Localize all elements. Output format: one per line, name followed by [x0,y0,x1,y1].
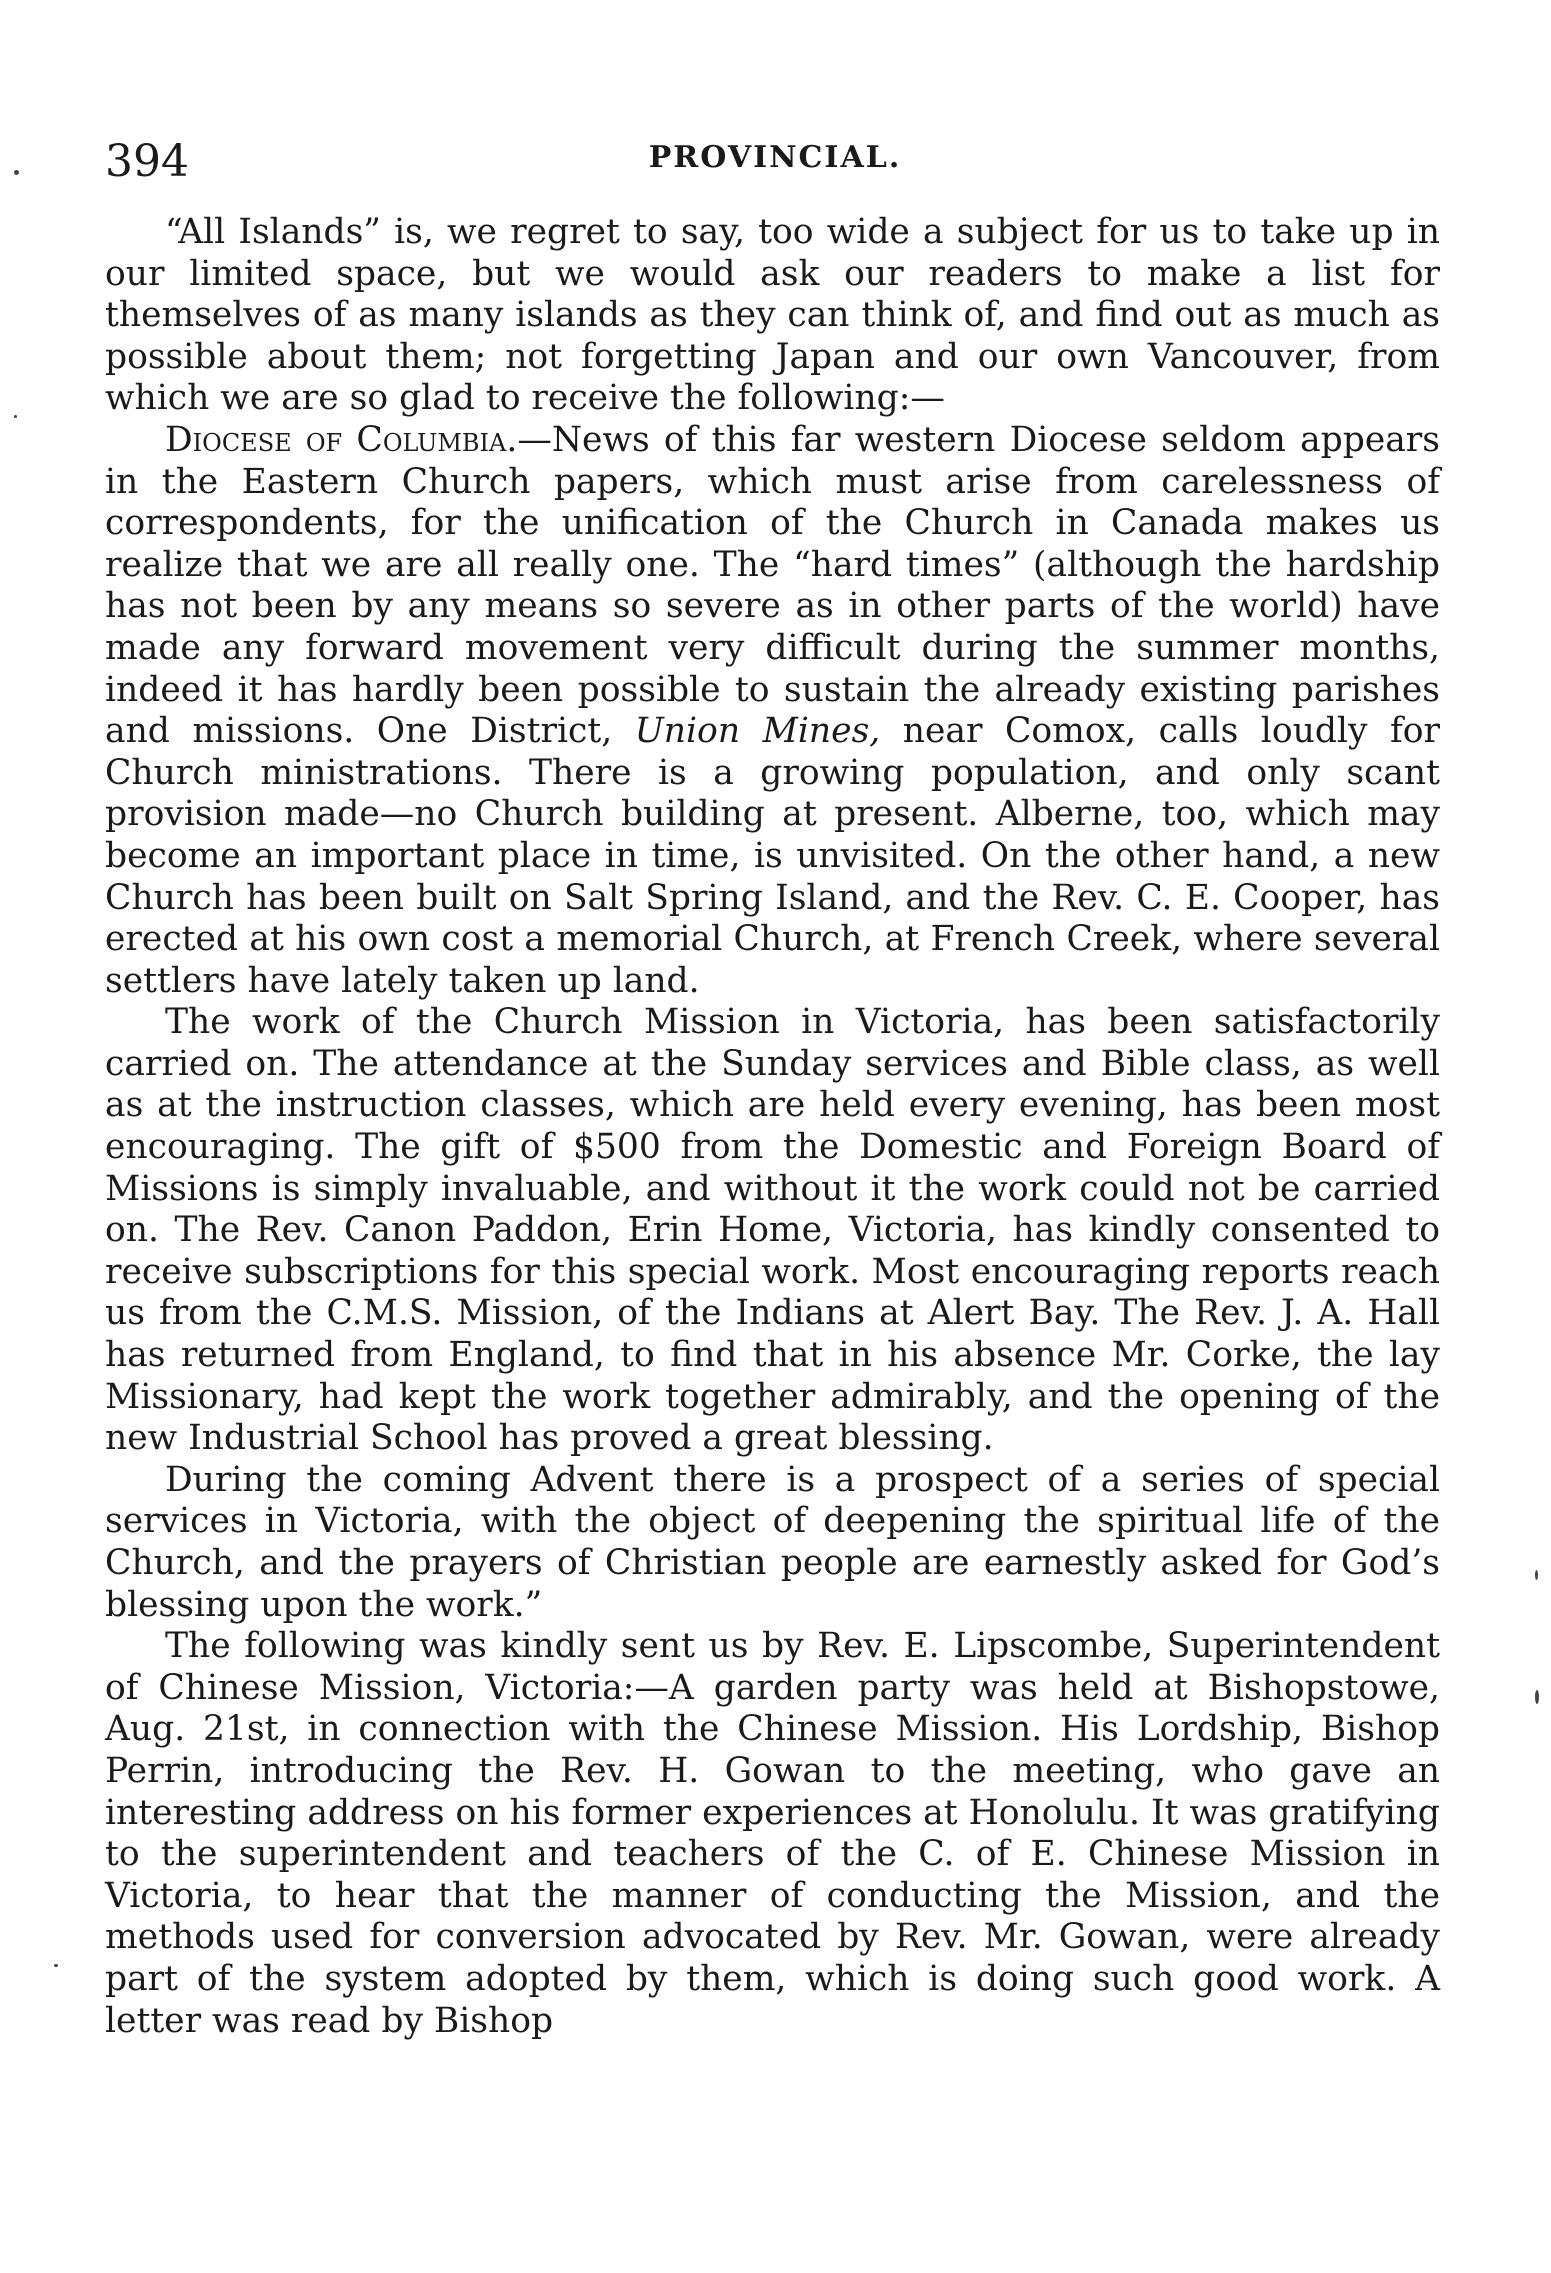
paragraph-diocese-columbia [105,420,1440,1002]
print-speck [54,1964,58,1967]
print-speck [14,170,19,175]
print-speck [1535,1690,1539,1704]
paragraph-chinese-mission: The following was kindly sent us by Rev. E. Lipscombe, Superintendent of Chinese Mission, Victoria:—A garden party was held at Bishopstowe, Aug. 21st, in connection with the Chinese Mission. His Lordship, Bishop Perrin, introducing the Rev. H. Gowan to the meeting, who gave an interesting address on his former experiences at Honolulu. It was gratifying to the superintendent and teachers of the C. of E. Chinese Mission in Victoria, to hear that the manner of conducting the Mission, and the methods used for conversion advocated by Rev. Mr. Gowan, were already part of the system adopted by them, which is doing such good work. A letter was read by Bishop [105,1626,1440,2041]
print-speck [14,415,17,418]
paragraph-victoria-mission: The work of the Church Mission in Victoria, has been satisfactorily carried on. The attendance at the Sunday services and Bible class, as well as at the instruction classes, which are held every evening, has been most encouraging. The gift of $500 from the Domestic and Foreign Board of Missions is simply invaluable, and without it the work could not be carried on. The Rev. Canon Paddon, Erin Home, Victoria, has kindly consented to receive subscriptions for this special work. Most encouraging reports reach us from the C.M.S. Mission, of the Indians at Alert Bay. The Rev. J. A. Hall has returned from England, to find that in his absence Mr. Corke, the lay Missionary, had kept the work together admirably, and the opening of the new Industrial School has proved a great blessing. [105,1002,1440,1459]
place-name: Union Mines, [634,711,881,752]
paragraph-all-islands: “All Islands” is, we regret to say, too wide a subject for us to take up in our limited space, but we would ask our readers to make a list for themselves of as many islands as they can think of, and find out as much as possible about them; not forgetting Japan and our own Vancouver, from which we are so glad to receive the following:— [105,212,1440,419]
page-number: 394 [105,136,189,187]
running-title: PROVINCIAL. [648,140,902,175]
section-lead: Diocese of Columbia. [165,419,518,460]
paragraph-advent: During the coming Advent there is a prospect of a series of special services in Victoria, with the object of deepening the spiritual life of the Church, and the prayers of Christian people are earnestly asked for God’s blessing upon the work.” [105,1459,1440,1625]
body-text [105,212,1440,2042]
print-speck [1535,1570,1538,1580]
paragraph-text-continued: near Comox, calls loudly for Church ministrations. There is a growing population, and only scant provision made—no Church building at present. Alberne, too, which may become an important place in time, is unvisited. On the other hand, a new Church has been built on Salt Spring Island, and the Rev. C. E. Cooper, has erected at his own cost a memorial Church, at French Creek, where several settlers have lately taken up land. [105,711,1441,1001]
running-head [105,132,1445,192]
paragraph-text: —News of this far western Diocese seldom appears in the Eastern Church papers, which must arise from carelessness of correspondents, for the unification of the Church in Canada makes us realize that we are all really one. The “hard times” (although the hardship has not been by any means so severe as in other parts of the world) have made any forward movement very difficult during the summer months, indeed it has hardly been possible to sustain the already existing parishes and missions. One District, [105,419,1440,752]
